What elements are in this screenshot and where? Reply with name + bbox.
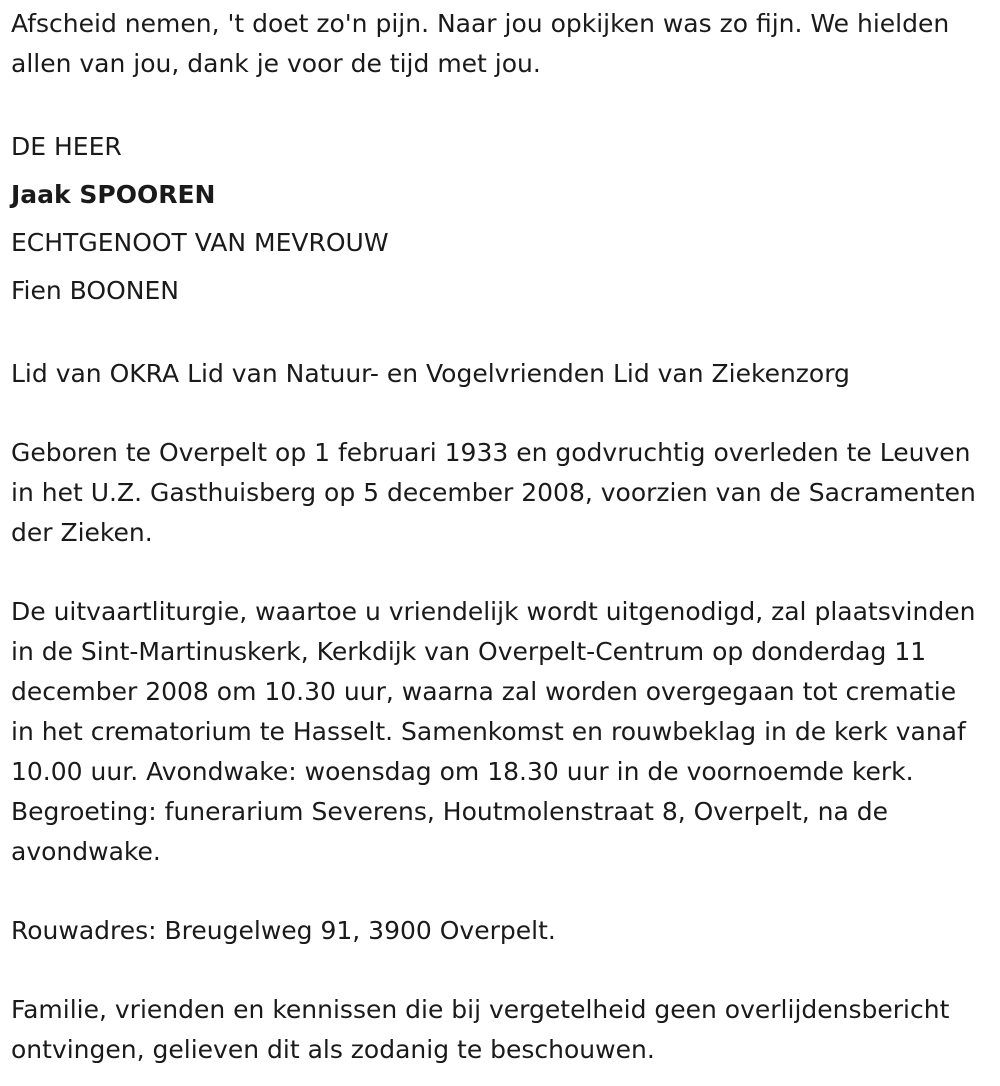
- memberships: Lid van OKRA Lid van Natuur- en Vogelvrienden Lid van Ziekenzorg: [11, 359, 850, 388]
- honorific: DE HEER: [11, 132, 122, 161]
- birth-death-paragraph: Geboren te Overpelt op 1 februari 1933 en godvruchtig overleden te Leuven in het U.Z. Gasthuisberg op 5 december 2008, voorzien van de Sacramenten der Zieken.: [11, 438, 976, 547]
- intro-verse: Afscheid nemen, 't doet zo'n pijn. Naar jou opkijken was zo fijn. We hielden allen van jou, dank je voor de tijd met jou.: [11, 9, 950, 78]
- mourning-address: Rouwadres: Breugelweg 91, 3900 Overpelt.: [11, 916, 556, 945]
- spouse-name: Fien BOONEN: [11, 276, 179, 305]
- funeral-paragraph: De uitvaartliturgie, waartoe u vriendelijk wordt uitgenodigd, zal plaatsvinden in de Sint-Martinuskerk, Kerkdijk van Overpelt-Centrum op donderdag 11 december 2008 om 10.30 uur, waarna zal worden overgegaan tot crematie in het crematorium te Hasselt. Samenkomst en rouwbeklag in de kerk vanaf 10.00 uur. Avondwake: woensdag om 18.30 uur in de voornoemde kerk. Begroeting: funerarium Severens, Houtmolenstraat 8, Overpelt, na de avondwake.: [11, 597, 976, 866]
- relation-label: ECHTGENOOT VAN MEVROUW: [11, 228, 389, 257]
- closing-paragraph: Familie, vrienden en kennissen die bij vergetelheid geen overlijdensbericht ontvingen, gelieven dit als zodanig te beschouwen.: [11, 995, 950, 1064]
- deceased-name: Jaak SPOOREN: [11, 180, 216, 209]
- name-block: [11, 123, 1000, 315]
